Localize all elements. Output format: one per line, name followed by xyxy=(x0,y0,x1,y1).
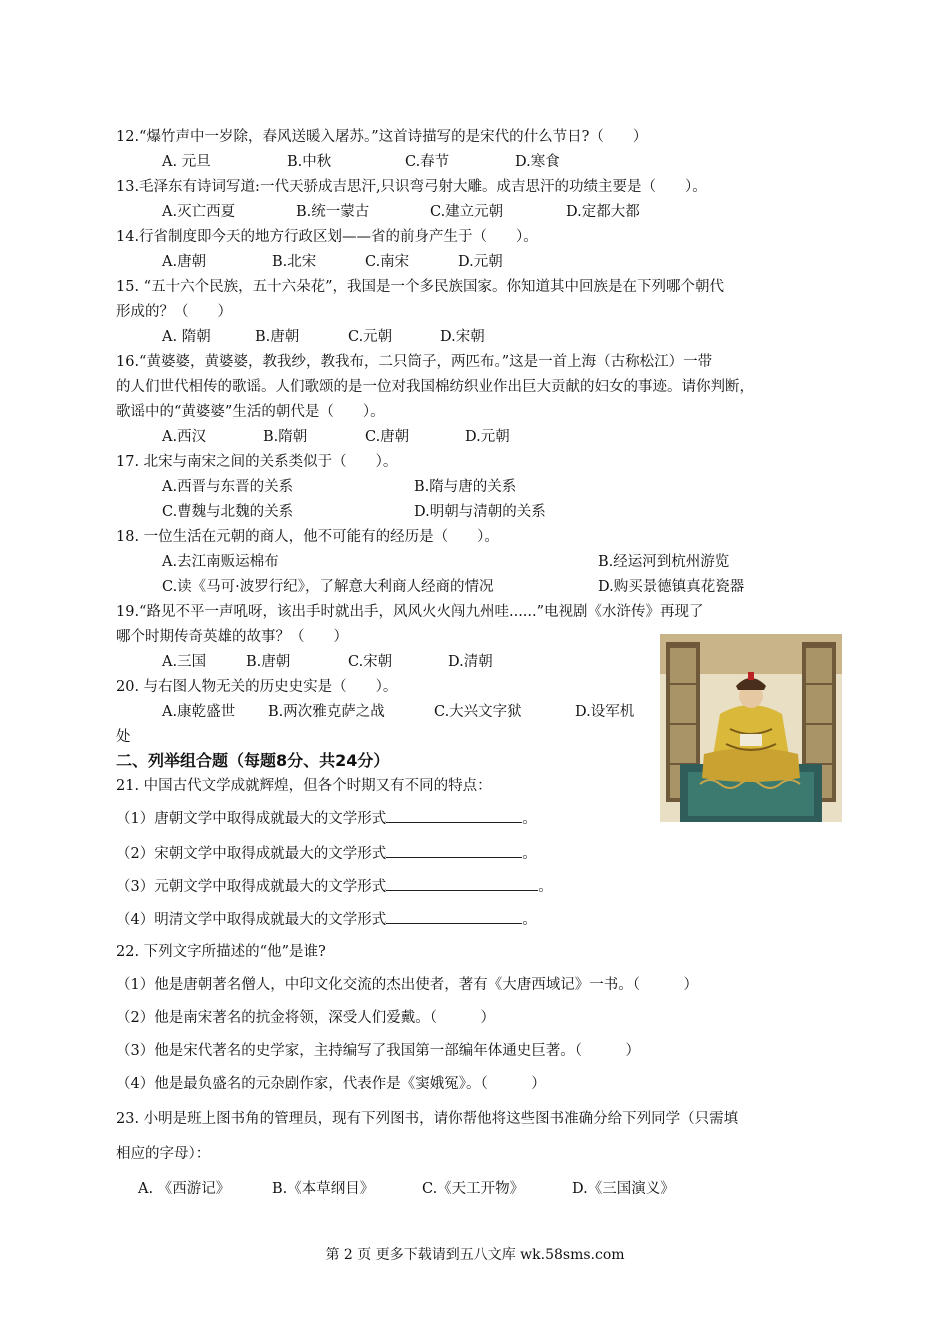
q21-item-2 xyxy=(116,843,537,864)
section-2-title: 二、列举组合题（每题8分、共24分） xyxy=(116,751,390,770)
q23-stem-line2: 相应的字母）： xyxy=(116,1146,211,1162)
q20-option-b: B.两次雅克萨之战 xyxy=(268,704,385,720)
q20-option-a: A.康乾盛世 xyxy=(162,704,236,720)
q16-option-c: C.唐朝 xyxy=(365,429,410,445)
q19-option-a: A.三国 xyxy=(162,654,207,670)
q23-option-c: C.《天工开物》 xyxy=(422,1181,525,1197)
q19-option-c: C.宋朝 xyxy=(348,654,393,670)
q21-answer-blank-3[interactable] xyxy=(386,876,538,891)
q13-stem: 13.毛泽东有诗词写道:一代天骄成吉思汗,只识弯弓射大雕。成吉思汗的功绩主要是（ ）。 xyxy=(116,179,707,195)
q20-stem: 20. 与右图人物无关的历史史实是（ ）。 xyxy=(116,679,398,695)
page-footer: 第 2 页 更多下载请到五八文库 wk.58sms.com xyxy=(325,1247,625,1263)
q16-stem-line1: 16.“黄婆婆，黄婆婆，教我纱，教我布，二只筒子，两匹布。”这是一首上海（古称松江）一带 xyxy=(116,354,713,370)
q12-option-b: B.中秋 xyxy=(287,154,332,170)
q18-option-c: C.读《马可·波罗行纪》，了解意大利商人经商的情况 xyxy=(162,579,494,595)
q14-option-b: B.北宋 xyxy=(272,254,317,270)
q21-item-4-text: （4）明清文学中取得成就最大的文学形式 xyxy=(116,912,387,928)
q16-stem-line3: 歌谣中的“黄婆婆”生活的朝代是（ ）。 xyxy=(116,404,385,420)
q16-stem-line2: 的人们世代相传的歌谣。人们歌颂的是一位对我国棉纺织业作出巨大贡献的妇女的事迹。请你判断， xyxy=(116,379,754,395)
q21-item-3 xyxy=(116,876,553,897)
q21-item-3-end: 。 xyxy=(538,879,553,895)
q15-stem-line2: 形成的？（ ） xyxy=(116,304,232,320)
q16-option-d: D.元朝 xyxy=(465,429,510,445)
q17-option-c: C.曹魏与北魏的关系 xyxy=(162,504,294,520)
q13-option-c: C.建立元朝 xyxy=(430,204,504,220)
q21-item-1 xyxy=(116,808,537,829)
q19-option-d: D.清朝 xyxy=(448,654,493,670)
q23-option-a: A. 《西游记》 xyxy=(138,1181,231,1197)
q18-option-b: B.经运河到杭州游览 xyxy=(598,554,730,570)
q14-option-c: C.南宋 xyxy=(365,254,410,270)
q12-option-c: C.春节 xyxy=(405,154,450,170)
q16-option-b: B.隋朝 xyxy=(263,429,308,445)
q23-stem-line1: 23. 小明是班上图书角的管理员，现有下列图书，请你帮他将这些图书准确分给下列同学（只需填 xyxy=(116,1111,739,1127)
q21-stem: 21. 中国古代文学成就辉煌，但各个时期又有不同的特点： xyxy=(116,778,492,794)
q12-option-d: D.寒食 xyxy=(515,154,560,170)
q15-option-b: B.唐朝 xyxy=(255,329,300,345)
q22-item-2: （2）他是南宋著名的抗金将领，深受人们爱戴。（ ） xyxy=(116,1010,495,1026)
q20-option-d-wrap: 处 xyxy=(116,729,131,745)
q13-option-b: B.统一蒙古 xyxy=(296,204,370,220)
q17-stem: 17. 北宋与南宋之间的关系类似于（ ）。 xyxy=(116,454,398,470)
q17-option-b: B.隋与唐的关系 xyxy=(414,479,517,495)
q18-option-a: A.去江南贩运棉布 xyxy=(162,554,279,570)
q14-option-d: D.元朝 xyxy=(458,254,503,270)
q19-stem-line1: 19.“路见不平一声吼呀，该出手时就出手，风风火火闯九州哇......”电视剧《水浒传》再现了 xyxy=(116,604,704,620)
q21-item-1-end: 。 xyxy=(522,811,537,827)
q15-option-a: A. 隋朝 xyxy=(162,329,211,345)
q15-option-c: C.元朝 xyxy=(348,329,393,345)
q21-answer-blank-2[interactable] xyxy=(386,843,522,858)
q12-stem: 12.“爆竹声中一岁除，春风送暖入屠苏。”这首诗描写的是宋代的什么节日?（ ） xyxy=(116,129,648,145)
q17-option-d: D.明朝与清朝的关系 xyxy=(414,504,546,520)
q21-item-2-text: （2）宋朝文学中取得成就最大的文学形式 xyxy=(116,846,387,862)
q15-stem-line1: 15. “五十六个民族，五十六朵花”，我国是一个多民族国家。你知道其中回族是在下列哪个朝代 xyxy=(116,279,724,295)
q22-item-1: （1）他是唐朝著名僧人，中印文化交流的杰出使者，著有《大唐西域记》一书。（ ） xyxy=(116,977,698,993)
q21-item-4 xyxy=(116,909,537,930)
q21-answer-blank-1[interactable] xyxy=(386,808,522,823)
q18-stem: 18. 一位生活在元朝的商人，他不可能有的经历是（ ）。 xyxy=(116,529,499,545)
q14-option-a: A.唐朝 xyxy=(162,254,207,270)
q20-option-c: C.大兴文字狱 xyxy=(434,704,522,720)
q21-item-3-text: （3）元朝文学中取得成就最大的文学形式 xyxy=(116,879,387,895)
q19-option-b: B.唐朝 xyxy=(246,654,291,670)
q22-item-3: （3）他是宋代著名的史学家，主持编写了我国第一部编年体通史巨著。（ ） xyxy=(116,1043,640,1059)
q21-item-1-text: （1）唐朝文学中取得成就最大的文学形式 xyxy=(116,811,387,827)
q21-answer-blank-4[interactable] xyxy=(386,909,522,924)
q12-option-a: A. 元旦 xyxy=(162,154,211,170)
q13-option-d: D.定都大都 xyxy=(566,204,640,220)
q17-option-a: A.西晋与东晋的关系 xyxy=(162,479,294,495)
q16-option-a: A.西汉 xyxy=(162,429,207,445)
q22-item-4: （4）他是最负盛名的元杂剧作家，代表作是《窦娥冤》。（ ） xyxy=(116,1076,546,1092)
q21-item-4-end: 。 xyxy=(522,912,537,928)
q13-option-a: A.灭亡西夏 xyxy=(162,204,236,220)
emperor-portrait-image xyxy=(660,634,842,822)
q15-option-d: D.宋朝 xyxy=(440,329,485,345)
q18-option-d: D.购买景德镇真花瓷器 xyxy=(598,579,745,595)
q19-stem-line2: 哪个时期传奇英雄的故事？（ ） xyxy=(116,629,348,645)
q20-option-d: D.设军机 xyxy=(575,704,635,720)
q23-option-b: B.《本草纲目》 xyxy=(272,1181,375,1197)
q22-stem: 22. 下列文字所描述的“他”是谁? xyxy=(116,944,326,960)
q23-option-d: D.《三国演义》 xyxy=(572,1181,675,1197)
q21-item-2-end: 。 xyxy=(522,846,537,862)
q14-stem: 14.行省制度即今天的地方行政区划——省的前身产生于（ ）。 xyxy=(116,229,538,245)
